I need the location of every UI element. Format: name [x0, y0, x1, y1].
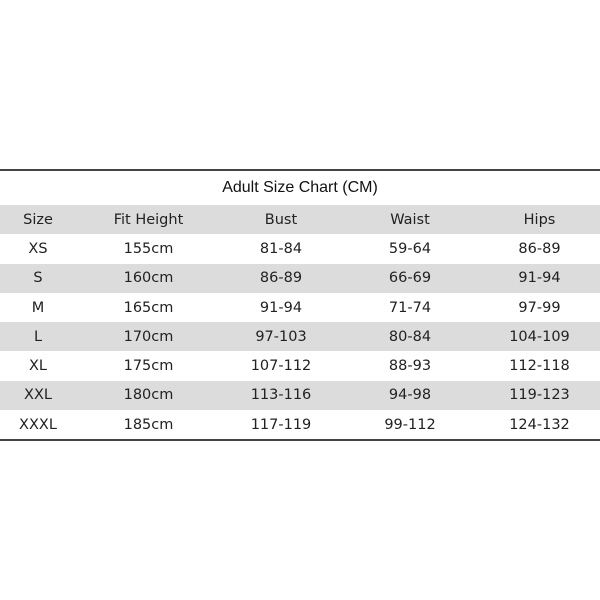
cell-fit-height: 155cm: [123, 240, 174, 257]
cell-hips: 97-99: [518, 299, 561, 316]
cell-fit-height: 185cm: [123, 416, 174, 433]
column-header-waist: Waist: [390, 211, 430, 228]
cell-waist: 80-84: [388, 328, 432, 345]
chart-title: Adult Size Chart (CM): [222, 179, 378, 196]
size-chart: [0, 169, 600, 441]
cell-bust: 97-103: [255, 328, 307, 345]
table-row: [0, 351, 600, 380]
cell-fit-height: 180cm: [123, 387, 174, 404]
cell-hips: 124-132: [509, 416, 570, 433]
cell-size: L: [33, 328, 43, 345]
cell-hips: 104-109: [509, 328, 570, 345]
cell-fit-height: 175cm: [123, 358, 174, 375]
cell-bust: 113-116: [250, 387, 312, 404]
cell-bust: 91-94: [259, 299, 303, 316]
cell-bust: 107-112: [250, 358, 312, 375]
cell-size: XL: [28, 358, 47, 375]
cell-bust: 117-119: [250, 416, 312, 433]
cell-waist: 88-93: [388, 358, 432, 375]
table-row: [0, 293, 600, 322]
cell-size: XXL: [24, 387, 52, 404]
column-header-hips: Hips: [523, 211, 556, 228]
cell-waist: 99-112: [384, 416, 436, 433]
cell-fit-height: 165cm: [123, 299, 174, 316]
cell-hips: 86-89: [518, 240, 561, 257]
table-header-row: [0, 205, 600, 234]
column-header-fit-height: Fit Height: [113, 211, 184, 228]
cell-size: S: [33, 270, 43, 287]
cell-waist: 59-64: [388, 240, 432, 257]
cell-size: XS: [28, 240, 48, 257]
table-row: [0, 322, 600, 351]
cell-fit-height: 170cm: [123, 328, 174, 345]
cell-waist: 94-98: [388, 387, 432, 404]
cell-hips: 112-118: [509, 358, 570, 375]
column-header-size: Size: [23, 211, 53, 228]
table-row: [0, 381, 600, 410]
table-row: [0, 410, 600, 439]
cell-bust: 81-84: [259, 240, 303, 257]
cell-hips: 91-94: [518, 270, 561, 287]
table-row: [0, 264, 600, 293]
cell-waist: 71-74: [388, 299, 432, 316]
cell-size: XXXL: [19, 416, 57, 433]
cell-hips: 119-123: [509, 387, 570, 404]
cell-waist: 66-69: [388, 270, 432, 287]
cell-fit-height: 160cm: [123, 270, 174, 287]
cell-bust: 86-89: [259, 270, 303, 287]
cell-size: M: [31, 299, 45, 316]
column-header-bust: Bust: [264, 211, 298, 228]
size-table: [0, 205, 600, 439]
table-row: [0, 234, 600, 263]
